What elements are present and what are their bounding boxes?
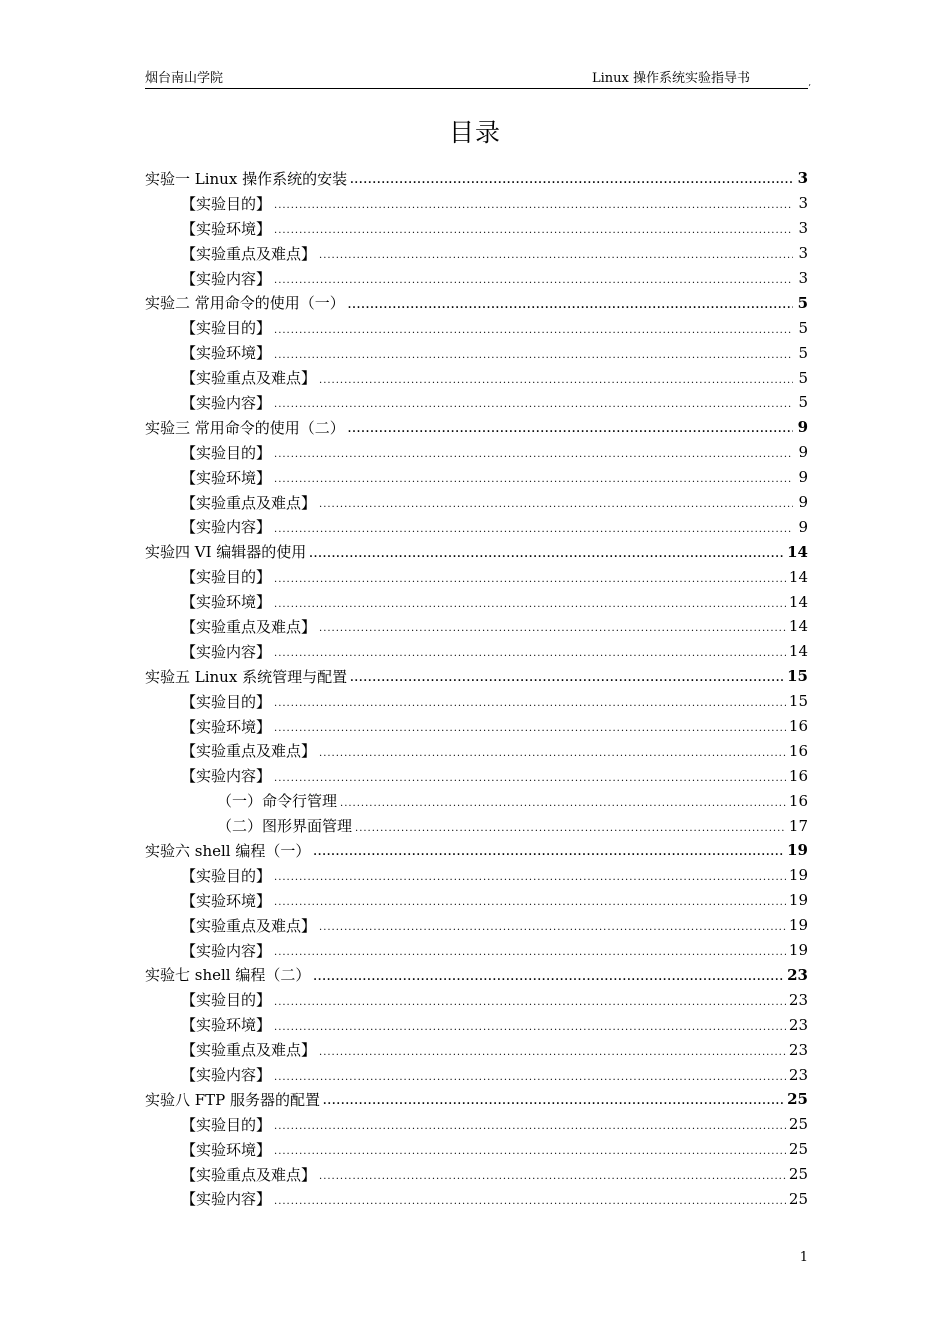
toc-entry-text: 实验六 shell 编程（一） — [145, 841, 311, 860]
toc-entry-text: 实验四 VI 编辑器的使用 — [145, 543, 307, 562]
toc-section-entry[interactable] — [145, 216, 808, 241]
toc-entry-text: 【实验目的】 — [181, 443, 272, 462]
toc-entry-text: 【实验环境】 — [181, 344, 272, 363]
toc-dot-leader — [274, 475, 793, 485]
toc-entry-text: 【实验重点及难点】 — [181, 916, 317, 935]
toc-entry-text: 【实验重点及难点】 — [181, 369, 317, 388]
toc-entry-text: 【实验目的】 — [181, 194, 272, 213]
toc-section-entry[interactable] — [145, 639, 808, 664]
toc-section-entry[interactable] — [145, 241, 808, 266]
toc-chapter-entry[interactable] — [145, 539, 808, 564]
toc-page-number: 9 — [797, 418, 808, 437]
toc-page-number: 25 — [788, 1115, 808, 1134]
toc-dot-leader — [274, 1197, 786, 1207]
header-book-title: Linux 操作系统实验指导书 — [592, 71, 750, 86]
toc-dot-leader — [274, 201, 793, 211]
toc-entry-text: 【实验重点及难点】 — [181, 244, 317, 263]
toc-page-number: 3 — [797, 169, 808, 188]
toc-page-number: 5 — [797, 293, 808, 312]
toc-chapter-entry[interactable] — [145, 166, 808, 191]
toc-section-entry[interactable] — [145, 788, 808, 813]
toc-section-entry[interactable] — [145, 1112, 808, 1137]
toc-section-entry[interactable] — [145, 987, 808, 1012]
toc-entry-text: 【实验环境】 — [181, 1016, 272, 1035]
table-of-contents — [145, 166, 808, 1211]
toc-page-number: 19 — [788, 891, 808, 910]
toc-dot-leader — [274, 276, 793, 286]
toc-dot-leader — [274, 774, 786, 784]
toc-page-number: 14 — [787, 542, 808, 561]
toc-chapter-entry[interactable] — [145, 838, 808, 863]
toc-section-entry[interactable] — [145, 490, 808, 515]
toc-entry-text: 【实验目的】 — [181, 319, 272, 338]
toc-dot-leader — [274, 699, 786, 709]
toc-page-number: 15 — [787, 667, 808, 686]
toc-title: 目录 — [448, 118, 501, 147]
toc-dot-leader — [274, 948, 786, 958]
toc-entry-text: 【实验内容】 — [181, 767, 272, 786]
toc-page-number: 14 — [788, 567, 808, 586]
page-header — [145, 70, 811, 89]
toc-section-entry[interactable] — [145, 888, 808, 913]
toc-section-entry[interactable] — [145, 1162, 808, 1187]
toc-entry-text: （一）命令行管理 — [217, 792, 338, 811]
toc-chapter-entry[interactable] — [145, 1087, 808, 1112]
toc-section-entry[interactable] — [145, 614, 808, 639]
toc-page-number: 25 — [788, 1140, 808, 1159]
toc-dot-leader — [274, 998, 786, 1008]
toc-page-number: 14 — [788, 642, 808, 661]
page-number: 1 — [799, 1250, 808, 1265]
toc-section-entry[interactable] — [145, 315, 808, 340]
toc-section-entry[interactable] — [145, 1137, 808, 1162]
toc-page-number: 9 — [798, 443, 808, 462]
toc-section-entry[interactable] — [145, 689, 808, 714]
toc-dot-leader — [274, 873, 786, 883]
toc-page-number: 25 — [788, 1189, 808, 1208]
toc-entry-text: 实验八 FTP 服务器的配置 — [145, 1090, 321, 1109]
toc-page-number: 5 — [798, 343, 808, 362]
toc-page-number: 23 — [788, 1065, 808, 1084]
toc-dot-leader — [340, 799, 786, 809]
toc-chapter-entry[interactable] — [145, 664, 808, 689]
toc-dot-leader — [274, 575, 786, 585]
toc-dot-leader — [350, 674, 784, 684]
toc-dot-leader — [274, 1122, 786, 1132]
toc-page-number: 9 — [798, 468, 808, 487]
toc-page-number: 17 — [788, 816, 808, 835]
toc-section-entry[interactable] — [145, 1187, 808, 1212]
toc-section-entry[interactable] — [145, 589, 808, 614]
toc-section-entry[interactable] — [145, 1062, 808, 1087]
toc-dot-leader — [274, 525, 793, 535]
toc-section-entry[interactable] — [145, 365, 808, 390]
toc-page-number: 19 — [788, 866, 808, 885]
toc-dot-leader — [348, 301, 793, 311]
toc-page-number: 16 — [788, 717, 808, 736]
toc-dot-leader — [319, 376, 793, 386]
toc-section-entry[interactable] — [145, 863, 808, 888]
toc-entry-text: 【实验环境】 — [181, 468, 272, 487]
toc-dot-leader — [319, 1172, 786, 1182]
toc-page-number: 19 — [787, 841, 808, 860]
toc-entry-text: 【实验内容】 — [181, 1066, 272, 1084]
toc-section-entry[interactable] — [145, 1037, 808, 1062]
toc-dot-leader — [274, 1023, 786, 1033]
toc-entry-text: 【实验内容】 — [181, 393, 272, 412]
toc-dot-leader — [274, 1073, 786, 1083]
toc-page-number: 25 — [787, 1090, 808, 1109]
toc-entry-text: 【实验环境】 — [181, 219, 272, 238]
toc-dot-leader — [319, 624, 786, 634]
toc-page-number: 14 — [788, 617, 808, 636]
toc-page-number: 3 — [798, 219, 808, 238]
toc-page-number: 16 — [788, 791, 808, 810]
toc-entry-text: 【实验重点及难点】 — [181, 1041, 317, 1060]
toc-dot-leader — [319, 1048, 786, 1058]
toc-page-number: 16 — [788, 741, 808, 760]
toc-dot-leader — [355, 824, 786, 834]
toc-entry-text: 实验一 Linux 操作系统的安装 — [145, 169, 348, 188]
toc-page-number: 23 — [788, 1015, 808, 1034]
toc-entry-text: （二）图形界面管理 — [217, 817, 353, 836]
header-mark: , — [808, 78, 811, 87]
toc-page-number: 3 — [798, 244, 808, 263]
toc-section-entry[interactable] — [145, 340, 808, 365]
toc-dot-leader — [309, 550, 784, 560]
toc-entry-text: 实验七 shell 编程（二） — [145, 966, 311, 985]
toc-section-entry[interactable] — [145, 390, 808, 415]
toc-dot-leader — [274, 450, 793, 460]
toc-page-number: 19 — [788, 941, 808, 960]
toc-dot-leader — [350, 176, 793, 186]
toc-entry-text: 实验三 常用命令的使用（二） — [145, 418, 345, 437]
toc-entry-text: 【实验内容】 — [181, 269, 272, 288]
toc-entry-text: 【实验内容】 — [181, 941, 272, 960]
toc-entry-text: 【实验环境】 — [181, 717, 272, 736]
toc-dot-leader — [319, 923, 786, 933]
toc-page-number: 16 — [788, 766, 808, 785]
toc-entry-text: 【实验目的】 — [181, 568, 272, 587]
toc-dot-leader — [274, 724, 786, 734]
toc-entry-text: 实验二 常用命令的使用（一） — [145, 294, 345, 313]
toc-dot-leader — [274, 226, 793, 236]
toc-entry-text: 【实验重点及难点】 — [181, 1165, 317, 1184]
toc-dot-leader — [313, 973, 784, 983]
toc-entry-text: 【实验重点及难点】 — [181, 742, 317, 761]
toc-entry-text: 【实验目的】 — [181, 1115, 272, 1134]
toc-entry-text: 【实验环境】 — [181, 593, 272, 612]
header-school: 烟台南山学院 — [145, 71, 224, 86]
toc-section-entry[interactable] — [145, 191, 808, 216]
toc-page-number: 23 — [788, 1040, 808, 1059]
toc-entry-text: 【实验目的】 — [181, 866, 272, 885]
toc-page-number: 23 — [788, 990, 808, 1009]
toc-entry-text: 【实验目的】 — [181, 991, 272, 1010]
toc-page-number: 23 — [787, 965, 808, 984]
toc-entry-text: 【实验目的】 — [181, 692, 272, 711]
toc-section-entry[interactable] — [145, 564, 808, 589]
toc-page-number: 9 — [798, 493, 808, 512]
toc-section-entry[interactable] — [145, 514, 808, 539]
toc-entry-text: 【实验环境】 — [181, 891, 272, 910]
toc-entry-text: 【实验内容】 — [181, 1190, 272, 1209]
toc-page-number: 14 — [788, 592, 808, 611]
toc-section-entry[interactable] — [145, 738, 808, 763]
toc-dot-leader — [319, 500, 793, 510]
toc-section-entry[interactable] — [145, 938, 808, 963]
toc-dot-leader — [274, 326, 793, 336]
toc-entry-text: 【实验重点及难点】 — [181, 617, 317, 636]
toc-page-number: 5 — [798, 393, 808, 412]
toc-entry-text: 【实验内容】 — [181, 642, 272, 661]
toc-page-number: 9 — [798, 517, 808, 536]
toc-section-entry[interactable] — [145, 714, 808, 739]
toc-page-number: 15 — [788, 692, 808, 711]
toc-dot-leader — [274, 351, 793, 361]
toc-dot-leader — [274, 600, 786, 610]
toc-page-number: 25 — [788, 1165, 808, 1184]
toc-dot-leader — [274, 400, 793, 410]
toc-dot-leader — [313, 848, 784, 858]
toc-section-entry[interactable] — [145, 813, 808, 838]
toc-page-number: 3 — [798, 194, 808, 213]
toc-section-entry[interactable] — [145, 465, 808, 490]
toc-page-number: 19 — [788, 916, 808, 935]
toc-entry-text: 实验五 Linux 系统管理与配置 — [145, 667, 348, 686]
toc-section-entry[interactable] — [145, 913, 808, 938]
toc-section-entry[interactable] — [145, 1012, 808, 1037]
toc-entry-text: 【实验环境】 — [181, 1140, 272, 1159]
toc-page-number: 5 — [798, 318, 808, 337]
toc-dot-leader — [274, 1147, 786, 1157]
toc-entry-text: 【实验重点及难点】 — [181, 493, 317, 512]
toc-chapter-entry[interactable] — [145, 415, 808, 440]
toc-dot-leader — [319, 749, 786, 759]
toc-page-number: 3 — [798, 269, 808, 287]
toc-dot-leader — [274, 898, 786, 908]
toc-dot-leader — [323, 1097, 784, 1107]
toc-section-entry[interactable] — [145, 763, 808, 788]
toc-entry-text: 【实验内容】 — [181, 518, 272, 537]
toc-dot-leader — [274, 649, 786, 659]
toc-page-number: 5 — [798, 368, 808, 387]
toc-section-entry[interactable] — [145, 266, 808, 291]
toc-chapter-entry[interactable] — [145, 963, 808, 988]
toc-dot-leader — [348, 425, 793, 435]
toc-section-entry[interactable] — [145, 440, 808, 465]
toc-dot-leader — [319, 251, 793, 261]
toc-chapter-entry[interactable] — [145, 290, 808, 315]
